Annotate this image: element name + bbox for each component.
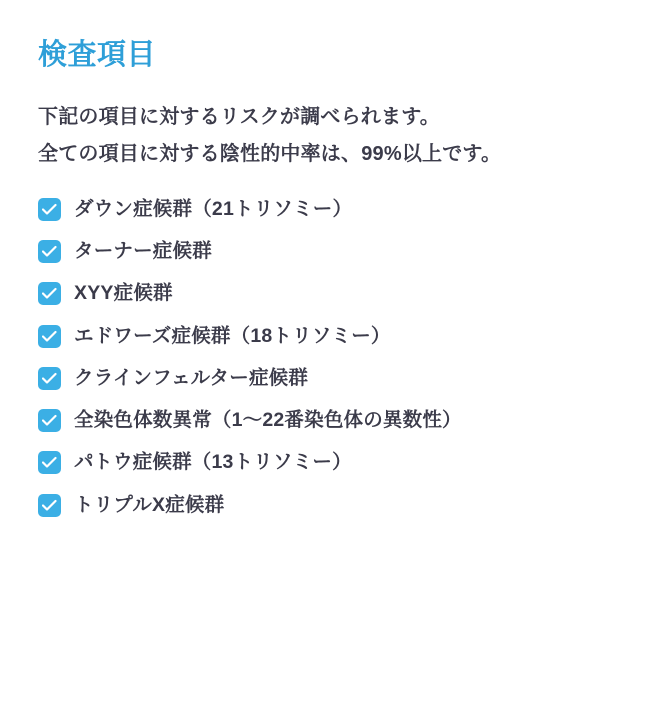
list-item-label: 全染色体数異常（1〜22番染色体の異数性） xyxy=(74,409,462,432)
list-item xyxy=(38,237,634,265)
list-item-label: ダウン症候群（21トリソミー） xyxy=(74,197,353,220)
checkmark-icon xyxy=(38,494,61,517)
list-item xyxy=(38,195,634,223)
intro-line-2: 全ての項目に対する陰性的中率は、99%以上です。 xyxy=(38,142,502,165)
checkmark-icon xyxy=(38,367,61,390)
checkmark-icon xyxy=(38,325,61,348)
checkmark-icon xyxy=(38,282,61,305)
checkmark-icon xyxy=(38,451,61,474)
list-item-label: エドワーズ症候群（18トリソミー） xyxy=(74,324,391,347)
checkmark-icon xyxy=(38,198,61,221)
list-item xyxy=(38,491,634,519)
list-item xyxy=(38,364,634,392)
list-item-label: ターナー症候群 xyxy=(74,240,212,263)
list-item-label: クラインフェルター症候群 xyxy=(74,366,309,389)
list-item xyxy=(38,406,634,434)
list-item xyxy=(38,279,634,307)
page-title: 検査項目 xyxy=(38,39,157,71)
test-item-list xyxy=(38,195,634,519)
intro-text xyxy=(38,99,634,173)
checkmark-icon xyxy=(38,240,61,263)
list-item xyxy=(38,448,634,476)
checkmark-icon xyxy=(38,409,61,432)
list-item-label: トリプルX症候群 xyxy=(74,493,225,516)
intro-line-1: 下記の項目に対するリスクが調べられます。 xyxy=(38,105,440,128)
list-item-label: パトウ症候群（13トリソミー） xyxy=(74,451,352,474)
list-item xyxy=(38,322,634,350)
list-item-label: XYY症候群 xyxy=(74,282,173,305)
